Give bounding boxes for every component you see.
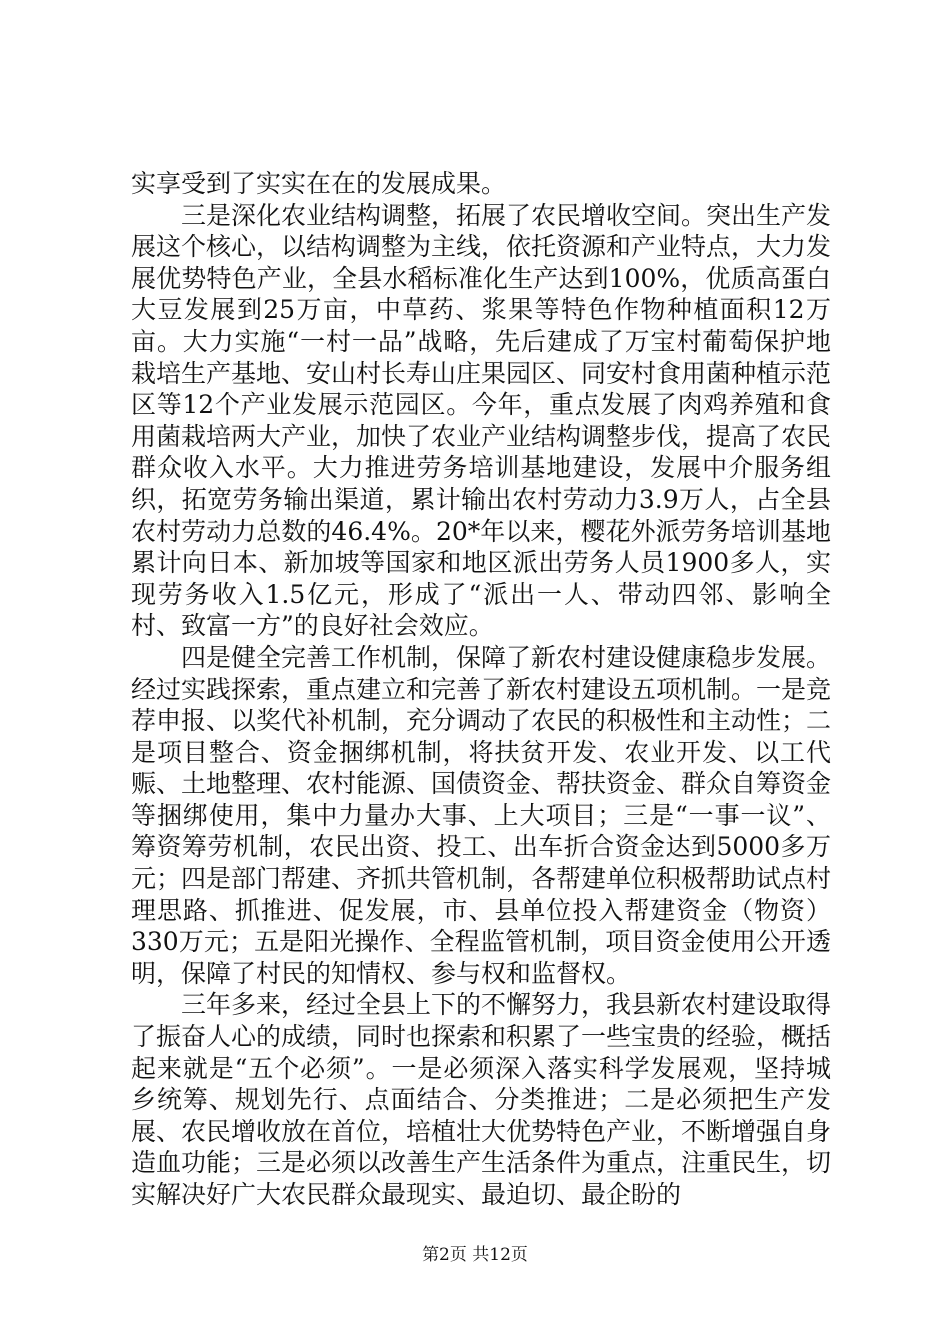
paragraph-experience: 三年多来，经过全县上下的不懈努力，我县新农村建设取得了振奋人心的成绩，同时也探索和积累了一些宝贵的经验，概括起来就是“五个必须”。一是必须深入落实科学发展观，坚持城乡统筹、规划先行、点面结合、分类推进；二是必须把生产发展、农民增收放在首位，培植壮大优势特色产业，不断增强自身造血功能；三是必须以改善生产生活条件为重点，注重民生，切实解决好广大农民群众最现实、最迫切、最企盼的 [131, 990, 832, 1209]
paragraph-agricultural-structure: 三是深化农业结构调整，拓展了农民增收空间。突出生产发展这个核心，以结构调整为主线，依托资源和产业特点，大力发展优势特色产业，全县水稻标准化生产达到100%，优质高蛋白大豆发展到25万亩，中草药、浆果等特色作物种植面积12万亩。大力实施“一村一品”战略，先后建成了万宝村葡萄保护地栽培生产基地、安山村长寿山庄果园区、同安村食用菌种植示范区等12个产业发展示范园区。今年，重点发展了肉鸡养殖和食用菌栽培两大产业，加快了农业产业结构调整步伐，提高了农民群众收入水平。大力推进劳务培训基地建设，发展中介服务组织，拓宽劳务输出渠道，累计输出农村劳动力3.9万人，占全县农村劳动力总数的46.4%。20*年以来，樱花外派劳务培训基地累计向日本、新加坡等国家和地区派出劳务人员1900多人，实现劳务收入1.5亿元，形成了“派出一人、带动四邻、影响全村、致富一方”的良好社会效应。 [131, 200, 832, 641]
paragraph-continuation: 实享受到了实实在在的发展成果。 [131, 169, 507, 198]
paragraph-work-mechanism: 四是健全完善工作机制，保障了新农村建设健康稳步发展。经过实践探索，重点建立和完善了新农村建设五项机制。一是竞荐申报、以奖代补机制，充分调动了农民的积极性和主动性；二是项目整合、资金捆绑机制，将扶贫开发、农业开发、以工代赈、土地整理、农村能源、国债资金、帮扶资金、群众自筹资金等捆绑使用，集中力量办大事、上大项目；三是“一事一议”、筹资筹劳机制，农民出资、投工、出车折合资金达到5000多万元；四是部门帮建、齐抓共管机制，各帮建单位积极帮助试点村理思路、抓推进、促发展，市、县单位投入帮建资金（物资）330万元；五是阳光操作、全程监管机制，项目资金使用公开透明，保障了村民的知情权、参与权和监督权。 [131, 642, 832, 988]
page-footer: 第2页 共12页 [422, 1245, 528, 1265]
document-body [131, 168, 831, 1211]
